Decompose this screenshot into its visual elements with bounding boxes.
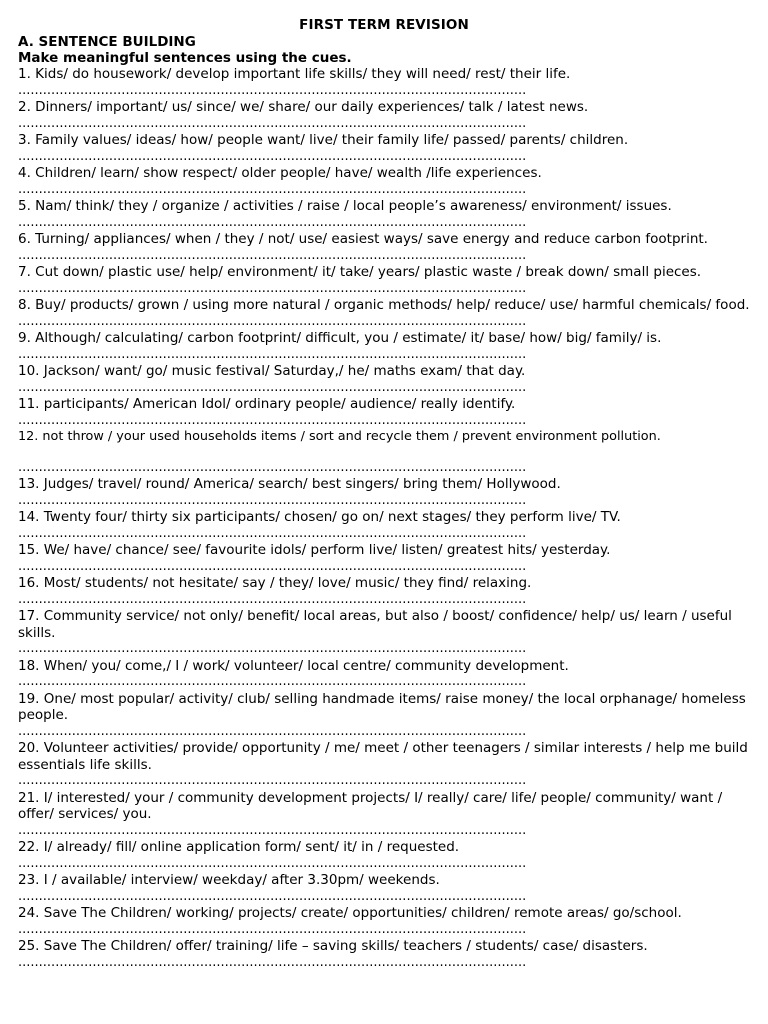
exercise-item (18, 429, 750, 476)
exercise-cue: 18. When/ you/ come,/ I / work/ volunteer/ local centre/ community development. (18, 657, 569, 674)
exercise-item (18, 691, 750, 741)
answer-line[interactable]: ........................................................................................................................... (18, 641, 527, 656)
exercise-cue: 4. Children/ learn/ show respect/ older people/ have/ wealth /life experiences. (18, 165, 542, 181)
exercise-cue: 21. I/ interested/ your / community development projects/ I/ really/ care/ life/ people/ community/ want / offer/ services/ you. (18, 789, 723, 822)
exercise-item (18, 132, 750, 165)
exercise-cue: 14. Twenty four/ thirty six participants/ chosen/ go on/ next stages/ they perform live/ TV. (18, 509, 621, 525)
exercise-item (18, 198, 750, 231)
answer-line[interactable]: ........................................................................................................................... (18, 280, 527, 296)
exercise-item (18, 297, 750, 330)
instruction-text: Make meaningful sentences using the cues. (18, 50, 352, 66)
exercise-cue: 1. Kids/ do housework/ develop important life skills/ they will need/ rest/ their life. (18, 66, 571, 82)
answer-line[interactable]: ........................................................................................................................... (18, 855, 527, 871)
exercise-item (18, 264, 750, 297)
exercise-cue: 20. Volunteer activities/ provide/ opportunity / me/ meet / other teenagers / similar interests / help me build essentials life skills. (18, 740, 748, 773)
exercise-cue: 17. Community service/ not only/ benefit/ local areas, but also / boost/ confidence/ help/ us/ learn / useful skills. (18, 608, 732, 641)
exercise-cue: 5. Nam/ think/ they / organize / activities / raise / local people’s awareness/ environment/ issues. (18, 198, 672, 214)
exercise-item (18, 99, 750, 132)
exercise-cue: 15. We/ have/ chance/ see/ favourite idols/ perform live/ listen/ greatest hits/ yesterday. (18, 542, 611, 558)
exercise-item (18, 938, 750, 971)
exercise-item (18, 905, 750, 938)
answer-line[interactable]: ........................................................................................................................... (18, 247, 527, 263)
exercise-cue: 13. Judges/ travel/ round/ America/ search/ best singers/ bring them/ Hollywood. (18, 476, 561, 492)
exercise-item (18, 575, 750, 608)
answer-line[interactable]: ........................................................................................................................... (18, 822, 527, 838)
exercise-cue: 22. I/ already/ fill/ online application form/ sent/ it/ in / requested. (18, 839, 460, 855)
answer-line[interactable]: ........................................................................................................................... (18, 82, 527, 98)
exercise-item (18, 231, 750, 264)
exercise-cue: 11. participants/ American Idol/ ordinary people/ audience/ really identify. (18, 396, 516, 412)
answer-line[interactable]: ........................................................................................................................... (18, 558, 527, 574)
answer-line[interactable]: ........................................................................................................................... (18, 313, 527, 329)
exercise-item (18, 66, 750, 99)
answer-line[interactable]: ........................................................................................................................... (18, 921, 527, 937)
answer-line[interactable]: ........................................................................................................................... (18, 379, 527, 395)
exercise-cue: 8. Buy/ products/ grown / using more natural / organic methods/ help/ reduce/ use/ harmful chemicals/ food. (18, 297, 750, 313)
exercise-cue: 24. Save The Children/ working/ projects/ create/ opportunities/ children/ remote areas/ go/school. (18, 905, 682, 921)
exercise-cue: 6. Turning/ appliances/ when / they / not/ use/ easiest ways/ save energy and reduce carbon footprint. (18, 231, 708, 247)
exercise-cue: 16. Most/ students/ not hesitate/ say / they/ love/ music/ they find/ relaxing. (18, 575, 532, 591)
exercise-cue: 2. Dinners/ important/ us/ since/ we/ share/ our daily experiences/ talk / latest news. (18, 99, 589, 115)
exercise-item (18, 330, 750, 363)
exercise-cue: 3. Family values/ ideas/ how/ people want/ live/ their family life/ passed/ parents/ children. (18, 132, 629, 148)
exercise-item (18, 740, 750, 790)
exercise-item (18, 658, 750, 691)
answer-line[interactable]: ........................................................................................................................... (18, 181, 527, 197)
answer-line[interactable]: ........................................................................................................................... (18, 412, 527, 428)
answer-line[interactable]: ........................................................................................................................... (18, 723, 527, 739)
answer-line[interactable]: ........................................................................................................................... (18, 674, 527, 689)
answer-line[interactable]: ........................................................................................................................... (18, 459, 527, 475)
exercise-cue: 19. One/ most popular/ activity/ club/ selling handmade items/ raise money/ the local orphanage/ homeless people. (18, 690, 746, 723)
exercise-list (18, 66, 750, 971)
answer-line[interactable]: ........................................................................................................................... (18, 492, 527, 508)
exercise-item (18, 542, 750, 575)
answer-line[interactable]: ........................................................................................................................... (18, 115, 527, 131)
answer-line[interactable]: ........................................................................................................................... (18, 954, 527, 970)
exercise-cue: 10. Jackson/ want/ go/ music festival/ Saturday,/ he/ maths exam/ that day. (18, 363, 526, 379)
exercise-cue: 7. Cut down/ plastic use/ help/ environment/ it/ take/ years/ plastic waste / break down/ small pieces. (18, 264, 702, 280)
exercise-cue: 23. I / available/ interview/ weekday/ after 3.30pm/ weekends. (18, 872, 440, 888)
exercise-item (18, 396, 750, 429)
section-heading: A. SENTENCE BUILDING (18, 34, 196, 50)
answer-line[interactable]: ........................................................................................................................... (18, 525, 527, 541)
exercise-item (18, 165, 750, 198)
answer-line[interactable]: ........................................................................................................................... (18, 148, 527, 164)
exercise-item (18, 839, 750, 872)
answer-line[interactable]: ........................................................................................................................... (18, 591, 527, 607)
exercise-item (18, 790, 750, 840)
answer-line[interactable]: ........................................................................................................................... (18, 888, 527, 904)
answer-line[interactable]: ........................................................................................................................... (18, 214, 527, 230)
exercise-cue: 12. not throw / your used households items / sort and recycle them / prevent environment pollution. (18, 429, 661, 444)
exercise-item (18, 608, 750, 658)
exercise-cue: 9. Although/ calculating/ carbon footprint/ difficult, you / estimate/ it/ base/ how/ big/ family/ is. (18, 330, 662, 346)
exercise-item (18, 363, 750, 396)
answer-line[interactable]: ........................................................................................................................... (18, 773, 527, 788)
answer-line[interactable]: ........................................................................................................................... (18, 346, 527, 362)
exercise-item (18, 476, 750, 509)
page-title: FIRST TERM REVISION (299, 17, 469, 33)
blank-space (18, 446, 750, 460)
exercise-cue: 25. Save The Children/ offer/ training/ life – saving skills/ teachers / students/ case/ disasters. (18, 938, 648, 954)
exercise-item (18, 509, 750, 542)
exercise-item (18, 872, 750, 905)
